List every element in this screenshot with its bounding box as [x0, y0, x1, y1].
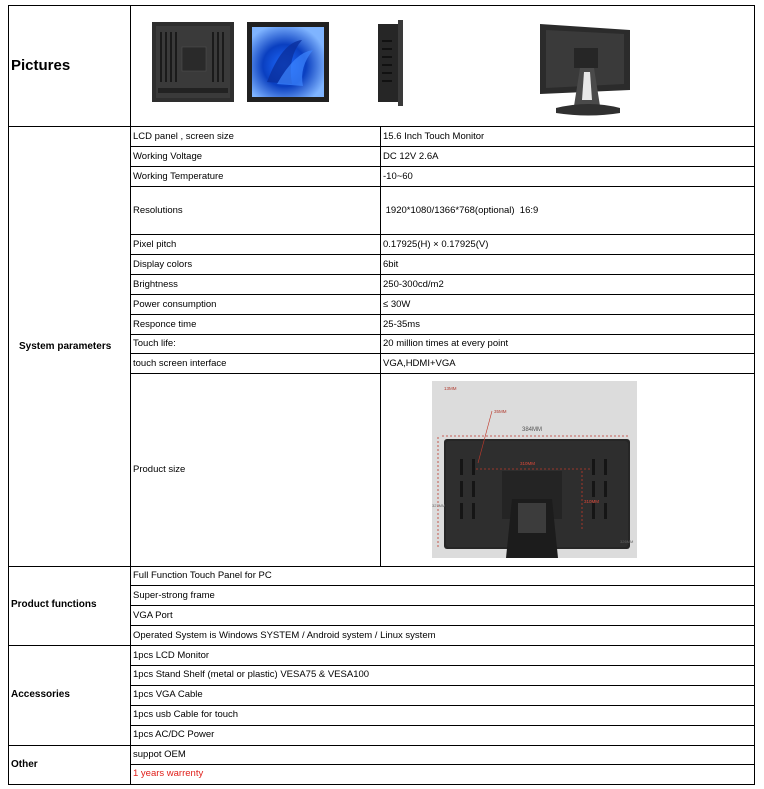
function-item: Operated System is Windows SYSTEM / Android system / Linux system — [133, 630, 436, 641]
other-item: suppot OEM — [133, 749, 186, 760]
section-title-product-functions: Product functions — [11, 599, 97, 610]
table-border-left — [8, 5, 9, 785]
column-divider — [380, 126, 381, 566]
row-divider — [130, 294, 755, 295]
table-border-bottom — [8, 784, 755, 785]
row-divider — [130, 314, 755, 315]
dim-label-vesa: 310MM — [520, 461, 536, 466]
function-item: VGA Port — [133, 610, 173, 621]
accessory-item: 1pcs LCD Monitor — [133, 650, 210, 661]
function-item: Super-strong frame — [133, 590, 215, 601]
product-photo-stand — [534, 20, 634, 118]
dim-label-top: 13MM — [444, 386, 457, 391]
row-divider — [130, 605, 755, 606]
row-divider — [130, 685, 755, 686]
row-divider — [130, 373, 755, 374]
accessory-item: 1pcs Stand Shelf (metal or plastic) VESA75 & VESA100 — [133, 669, 370, 680]
section-divider — [8, 566, 755, 567]
param-label: touch screen interface — [133, 358, 227, 369]
row-divider — [130, 353, 755, 354]
row-divider — [130, 274, 755, 275]
row-divider — [130, 234, 755, 235]
param-label: Product size — [133, 464, 186, 475]
row-divider — [130, 725, 755, 726]
function-item: Full Function Touch Panel for PC — [133, 570, 272, 581]
param-value: -10~60 — [383, 171, 413, 182]
row-divider — [130, 146, 755, 147]
product-photo-back — [152, 22, 234, 102]
row-divider — [130, 764, 755, 765]
table-border-right — [754, 5, 755, 785]
row-divider — [130, 625, 755, 626]
section-title-pictures: Pictures — [11, 57, 71, 74]
dim-label-left: 327MM — [432, 503, 446, 508]
dim-label-inner: 35MM — [494, 409, 507, 414]
param-value: 1920*1080/1366*768(optional) 16:9 — [383, 205, 539, 216]
param-value: 0.17925(H) × 0.17925(V) — [383, 239, 489, 250]
param-value: 20 million times at every point — [383, 338, 509, 349]
param-value: DC 12V 2.6A — [383, 151, 439, 162]
param-label: Working Temperature — [133, 171, 224, 182]
product-size-diagram — [432, 381, 637, 558]
column-divider — [130, 5, 131, 785]
row-divider — [130, 705, 755, 706]
table-border-top — [8, 5, 755, 6]
product-photo-side — [372, 18, 410, 106]
row-divider — [130, 665, 755, 666]
section-divider — [8, 745, 755, 746]
row-divider — [130, 166, 755, 167]
param-label: Brightness — [133, 279, 178, 290]
section-title-accessories: Accessories — [11, 689, 70, 700]
accessory-item: 1pcs usb Cable for touch — [133, 709, 239, 720]
row-divider — [130, 186, 755, 187]
param-value: ≤ 30W — [383, 299, 411, 310]
param-value: 6bit — [383, 259, 399, 270]
param-label: Resolutions — [133, 205, 183, 216]
param-label: Touch life: — [133, 338, 176, 349]
other-item: 1 years warrenty — [133, 768, 204, 779]
row-divider — [130, 254, 755, 255]
section-divider — [8, 645, 755, 646]
row-divider — [130, 585, 755, 586]
section-title-other: Other — [11, 759, 38, 770]
param-label: Responce time — [133, 319, 197, 330]
section-title-system-parameters: System parameters — [19, 341, 112, 352]
param-label: LCD panel , screen size — [133, 131, 234, 142]
dim-label-right: 326MM — [620, 539, 634, 544]
param-value: 25-35ms — [383, 319, 420, 330]
param-label: Display colors — [133, 259, 193, 270]
dim-label-vesa-vertical: 310MM — [584, 499, 600, 504]
param-value: 250-300cd/m2 — [383, 279, 444, 290]
param-value: VGA,HDMI+VGA — [383, 358, 456, 369]
product-photo-front — [247, 22, 329, 102]
param-label: Working Voltage — [133, 151, 203, 162]
row-divider — [130, 334, 755, 335]
param-label: Pixel pitch — [133, 239, 177, 250]
param-label: Power consumption — [133, 299, 217, 310]
param-value: 15.6 Inch Touch Monitor — [383, 131, 485, 142]
accessory-item: 1pcs VGA Cable — [133, 689, 203, 700]
dim-label-width: 384MM — [522, 427, 543, 433]
section-divider — [8, 126, 755, 127]
accessory-item: 1pcs AC/DC Power — [133, 729, 215, 740]
